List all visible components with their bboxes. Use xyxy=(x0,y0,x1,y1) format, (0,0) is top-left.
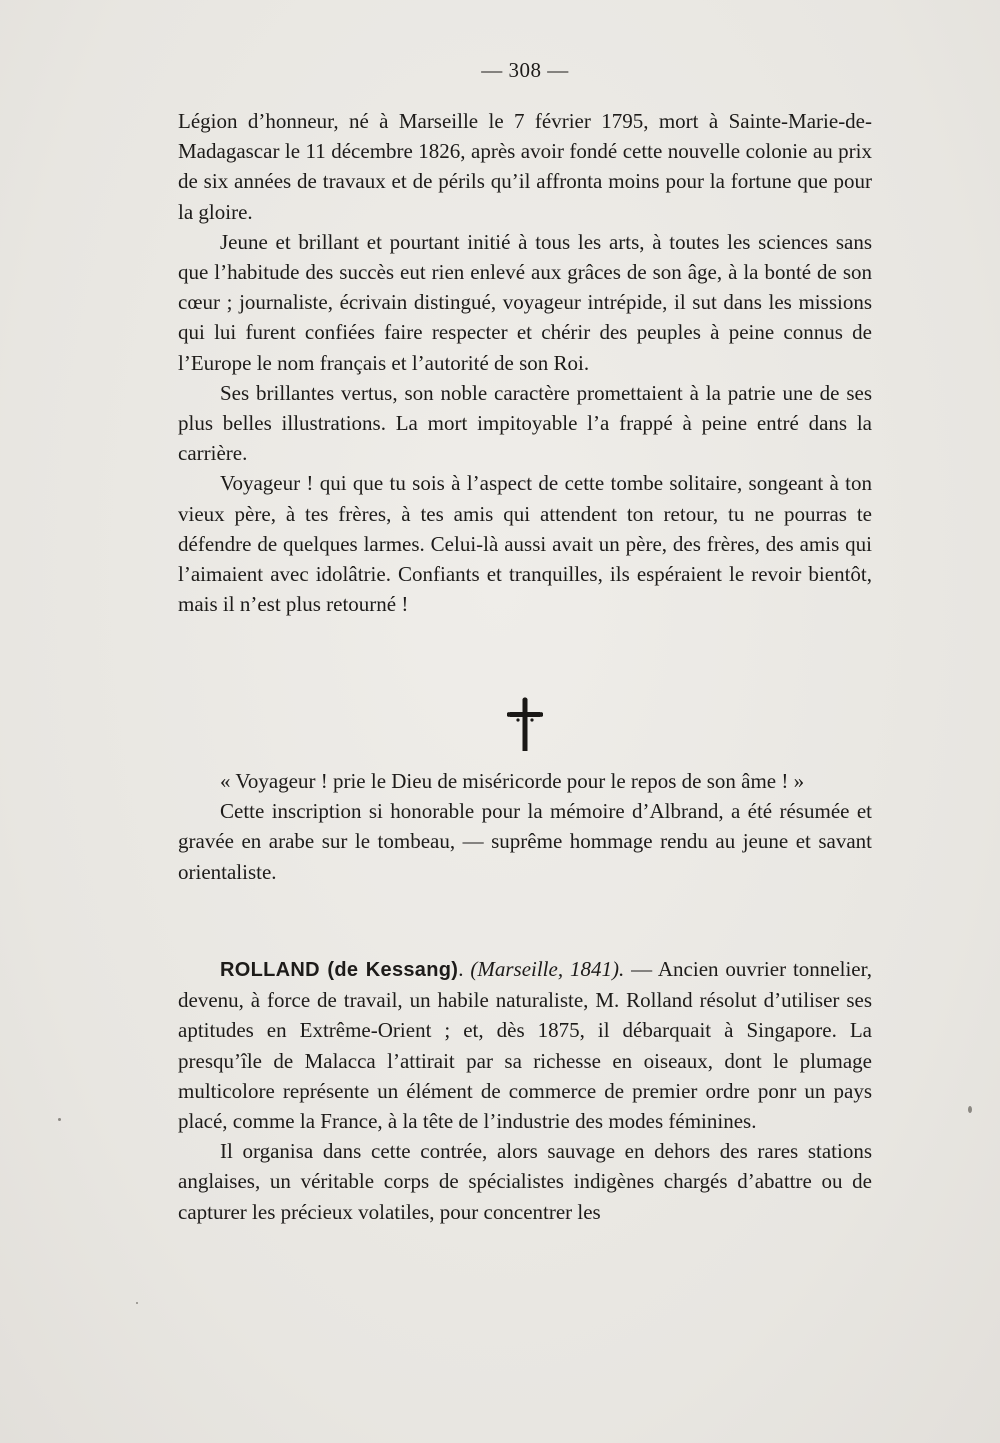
paragraph: Cette inscription si honorable pour la mémoire d’Albrand, a été résumée et gravée en arabe sur le tombeau, — suprême hommage rendu au jeune et savant orientaliste. xyxy=(178,799,872,884)
paragraph: Voyageur ! qui que tu sois à l’aspect de cette tombe solitaire, songeant à ton vieux père, à tes frères, à tes amis qui attendent ton retour, tu ne pourras te défendre de quelques larmes. Celui-là aussi avait un père, des frères, des amis qui l’aimaient avec idolâtrie. Confiants et tranquilles, ils espéraient le revoir bientôt, mais il n’est plus retourné ! xyxy=(178,471,872,617)
paragraph: Il organisa dans cette contrée, alors sauvage en dehors des rares stations anglaises, un véritable corps de spécialistes indigènes chargés d’abattre ou de capturer les précieux volatiles, pour concentrer les xyxy=(178,1139,872,1224)
entry-place-date: (Marseille, 1841). xyxy=(470,957,625,981)
entry-first-paragraph xyxy=(178,954,872,1136)
rolland-entry xyxy=(178,954,872,1227)
inscription-text xyxy=(178,766,872,887)
cross-ornament-icon xyxy=(507,697,543,753)
paragraph: Ses brillantes vertus, son noble caractère promettaient à la patrie une de ses plus belles illustrations. La mort impitoyable l’a frappé à peine entré dans la carrière. xyxy=(178,380,872,466)
entry-body: — Ancien ouvrier tonnelier, devenu, à force de travail, un habile naturaliste, M. Rolland résolut d’utiliser ses aptitudes en Extrême-Orient ; et, dès 1875, il débarquait à Singapore. La presqu’île de Malacca l’attirait par sa richesse en oiseaux, dont le plumage multicolore représente un élément de commerce de premier ordre ponr un pays placé, comme la France, à la tête de l’industrie des modes féminines. xyxy=(178,957,873,1134)
paper-speck xyxy=(136,1302,138,1304)
epitaph-text xyxy=(178,106,872,619)
paragraph: Jeune et brillant et pourtant initié à tous les arts, à toutes les sciences sans que l’habitude des succès eut rien enlevé aux grâces de son âge, à la bonté de son cœur ; journaliste, écrivain distingué, voyageur intrépide, il sut dans les missions qui lui furent confiées faire respecter et chérir des peuples à peine connus de l’Europe le nom français et l’autorité de son Roi. xyxy=(178,229,872,375)
paragraph: Légion d’honneur, né à Marseille le 7 février 1795, mort à Sainte-Marie-de-Madagascar le 11 décembre 1826, après avoir fondé cette nouvelle colonie au prix de six années de travaux et de périls qu’il affronta moins pour la fortune que pour la gloire. xyxy=(178,109,872,224)
entry-heading: ROLLAND (de Kessang) xyxy=(220,959,459,981)
paper-speck xyxy=(58,1118,61,1121)
paragraph: « Voyageur ! prie le Dieu de miséricorde pour le repos de son âme ! » xyxy=(220,769,805,793)
page-number: — 308 — xyxy=(481,58,569,82)
paper-speck xyxy=(968,1106,972,1113)
entry-separator: . xyxy=(458,957,464,981)
